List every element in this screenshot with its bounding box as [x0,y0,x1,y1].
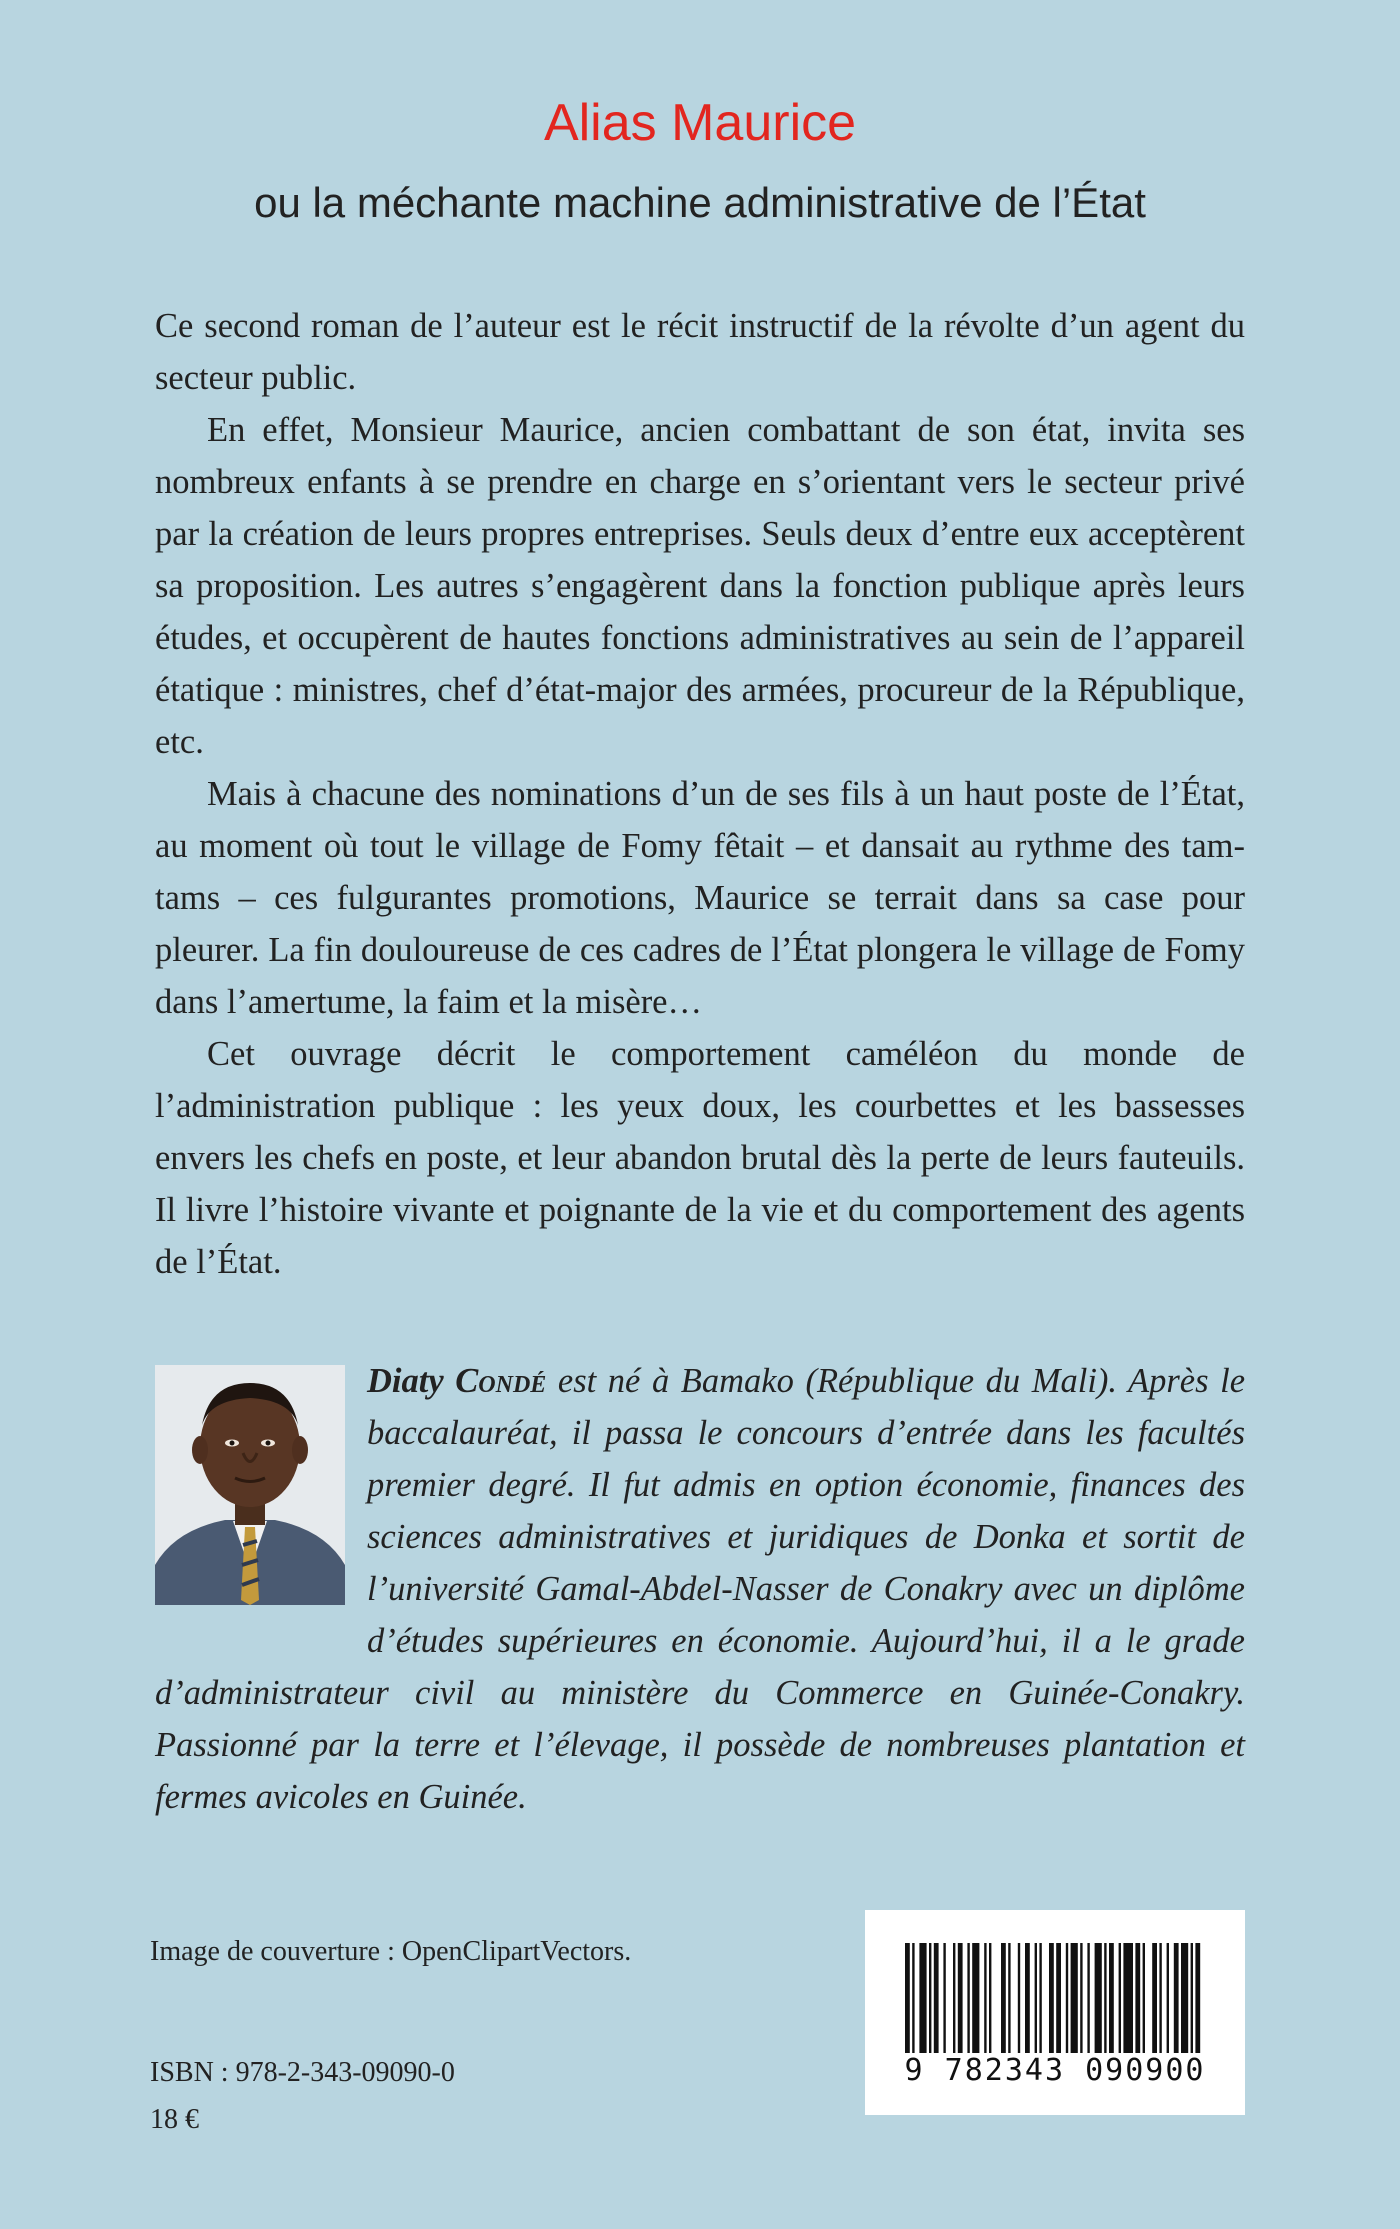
barcode-bar [1087,1943,1089,2053]
barcode-bar [967,1943,969,2053]
barcode-bar [1181,1943,1188,2053]
barcode-bar [1143,1943,1145,2053]
price: 18 € [150,2104,199,2135]
barcode-bar [1066,1943,1068,2053]
barcode-bar [905,1943,910,2053]
blurb-paragraph: Ce second roman de l’auteur est le récit instructif de la révolte d’un agent du secteur public. [155,307,1245,397]
isbn: ISBN : 978-2-343-09090-0 [150,2057,455,2088]
author-name [367,1362,546,1400]
barcode-bar [1035,1943,1037,2053]
barcode-bar [1159,1943,1161,2053]
author-bio [155,1355,1245,1823]
book-subtitle: ou la méchante machine administrative de l’État [254,179,1146,226]
barcode-bar [1167,1943,1169,2053]
image-credit: Image de couverture : OpenClipartVectors. [150,1936,632,1967]
barcode-bar [1039,1943,1041,2053]
barcode-icon [905,1943,1205,2058]
barcode-bar [1095,1943,1102,2053]
barcode-bar [1135,1943,1140,2053]
barcode-bar [1119,1943,1121,2053]
author-last-name: Condé [455,1362,547,1400]
blurb [155,300,1245,1288]
barcode-bar [1018,1943,1020,2053]
barcode-bar [953,1943,955,2053]
barcode-bar [919,1943,926,2053]
barcode-bar [943,1943,945,2053]
barcode-bar [934,1943,939,2053]
barcode-bar [1104,1943,1106,2053]
barcode-bar [1056,1943,1061,2053]
photo-spacer [155,1355,367,1617]
barcode-bar [972,1943,979,2053]
barcode-box [865,1910,1245,2115]
barcode-bar [1008,1943,1010,2053]
barcode-bar [984,1943,986,2053]
barcode-bar [989,1943,991,2053]
barcode-bar [1080,1943,1082,2053]
barcode-bar [1174,1943,1179,2053]
barcode-bar [1195,1943,1200,2053]
blurb-paragraph: Mais à chacune des nominations d’un de ses fils à un haut poste de l’État, au moment où tout le village de Fomy fêtait – et dansait au rythme des tam-tams – ces fulgurantes promotions, Maurice se terrait dans sa case pour pleurer. La fin douloureuse de ces cadres de l’État plongera le village de Fomy dans l’amertume, la faim et la misère… [155,775,1245,1021]
barcode-bar [958,1943,963,2053]
author-first-name: Diaty [367,1362,444,1400]
barcode-bar [1191,1943,1193,2053]
barcode-bar [1025,1943,1030,2053]
barcode-bar [912,1943,914,2053]
barcode-bar [1071,1943,1078,2053]
blurb-paragraph: En effet, Monsieur Maurice, ancien combattant de son état, invita ses nombreux enfants à se prendre en charge en s’orientant vers le secteur privé par la création de leurs propres entreprises. Seuls deux d’entre eux acceptèrent sa proposition. Les autres s’engagèrent dans la fonction publique après leurs études, et occupèrent de hautes fonctions administratives au sein de l’appareil étatique : ministres, chef d’état-major des armées, procureur de la République, etc. [155,411,1245,761]
barcode-digits: 9 782343 090900 [904,2053,1206,2088]
author-bio-text: est né à Bamako (République du Mali). Après le baccalauréat, il passa le concours d’entrée dans les facultés premier degré. Il fut admis en option économie, finances des sciences administratives et juridiques de Donka et sortit de l’université Gamal-Abdel-Nasser de Conakry avec un diplôme d’études supérieures en économie. Aujourd’hui, il a le grade d’administrateur civil au ministère du Commerce en Guinée-Conakry. Passionné par la terre et l’élevage, il possède de nombreuses plantation et fermes avicoles en Guinée. [155,1362,1246,1816]
barcode-bar [929,1943,931,2053]
book-title: Alias Maurice [543,94,857,152]
barcode-bar [1109,1943,1114,2053]
blurb-paragraph: Cet ouvrage décrit le comportement caméléon du monde de l’administration publique : les yeux doux, les courbettes et les bassesses envers les chefs en poste, et leur abandon brutal dès la perte de leurs fauteuils. Il livre l’histoire vivante et poignante de la vie et du comportement des agents de l’État. [155,1035,1245,1281]
barcode-bar [1049,1943,1054,2053]
barcode-bar [1001,1943,1006,2053]
barcode-bar [1152,1943,1157,2053]
barcode-bar [1123,1943,1133,2053]
